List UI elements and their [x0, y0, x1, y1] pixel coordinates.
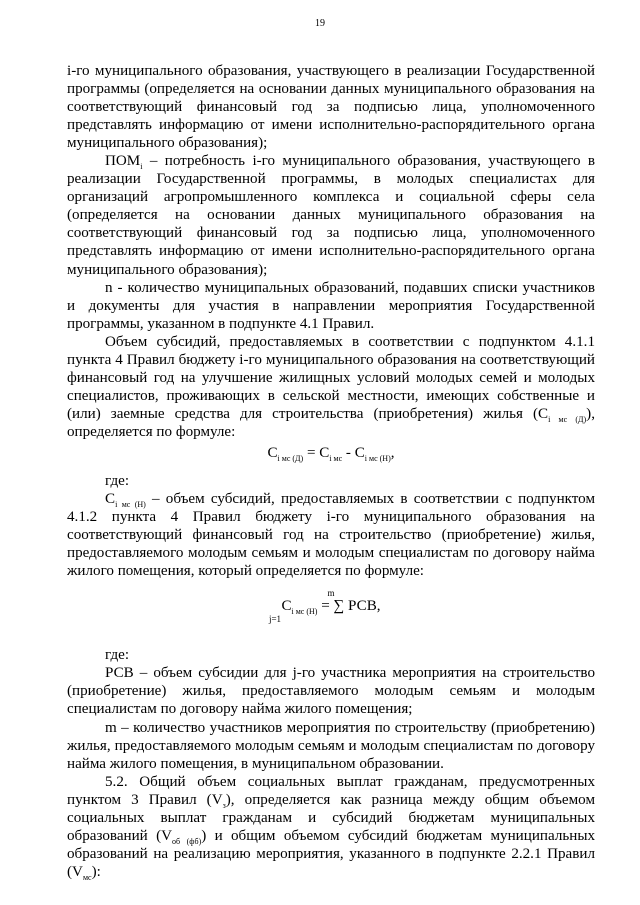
paragraph: $C_{i мс (Н)}$ – объем субсидий, предоставляемых в соответствии с подпунктом 4.1.2 пункта 4 Правил бюджету i-го муниципального образования на соответствующий финансовый год на строительство (приобретение) жилья, предоставляемого молодым семьям и молодым специалистам по договору найма жилого помещения, который определяется по формуле: — [67, 491, 595, 580]
where-label: где: — [105, 473, 130, 490]
formula: m $C_{i мс (Н)}$ = ∑ РСВ, j=1 — [268, 588, 381, 625]
paragraph: m – количество участников мероприятия по строительству (приобретению) жилья, предоставляемого молодым семьям и молодым специалистам по договору найма жилого помещения, в муниципальном образовании. — [67, 719, 595, 772]
paragraph: i-го муниципального образования, участвующего в реализации Государственной программы (определяется на основании данных муниципального образования на соответствующий финансовый год за подписью лица, уполномоченного представлять информацию от имени исполнительно-распорядительного органа муниципального образования); — [67, 63, 595, 152]
page-number: 19 — [315, 18, 325, 29]
formula: $C_{i мс (Д)} = C_{i мс} - C_{i мс (Н)}$, — [267, 444, 395, 463]
paragraph: РСВ – объем субсидии для j-го участника мероприятия на строительство (приобретение) жилья, предоставляемого молодым семьям и молодым специалистам по договору найма жилого помещения; — [67, 665, 595, 718]
where-label: где: — [105, 647, 130, 664]
document-body — [67, 62, 595, 881]
paragraph: $ПОМ_i$ – потребность i-го муниципального образования, участвующего в реализации Государственной программы, в молодых специалистах для организаций агропромышленного комплекса и социальной сферы села (определяется на основании данных муниципального образования на соответствующий финансовый год за подписью лица, уполномоченного представлять информацию от имени исполнительно-распорядительного органа муниципального образования); — [67, 153, 595, 278]
paragraph: Объем субсидий, предоставляемых в соответствии с подпунктом 4.1.1 пункта 4 Правил бюджету i-го муниципального образования на соответствующий финансовый год на улучшение жилищных условий молодых семей и молодых специалистов, проживающих в сельской местности, имеющих собственные и (или) заемные средства для строительства (приобретения) жилья $(C_{i мс (Д)})$, определяется по формуле: — [67, 333, 595, 440]
paragraph: n - количество муниципальных образований, подавших списки участников и документы для участия в направлении мероприятия Государственной программы, указанном в подпункте 4.1 Правил. — [67, 279, 595, 332]
paragraph: 5.2. Общий объем социальных выплат гражданам, предусмотренных пунктом 3 Правил $(V_з)$, определяется как разница между общим объемом социальных выплат гражданам и субсидий бюджетам муниципальных образований $(V_{об (фб)})$ и общим объемом субсидий бюджетам муниципальных образований на реализацию мероприятия, указанного в подпункте 2.2.1 Правил $(V_{мс})$: — [67, 773, 596, 882]
